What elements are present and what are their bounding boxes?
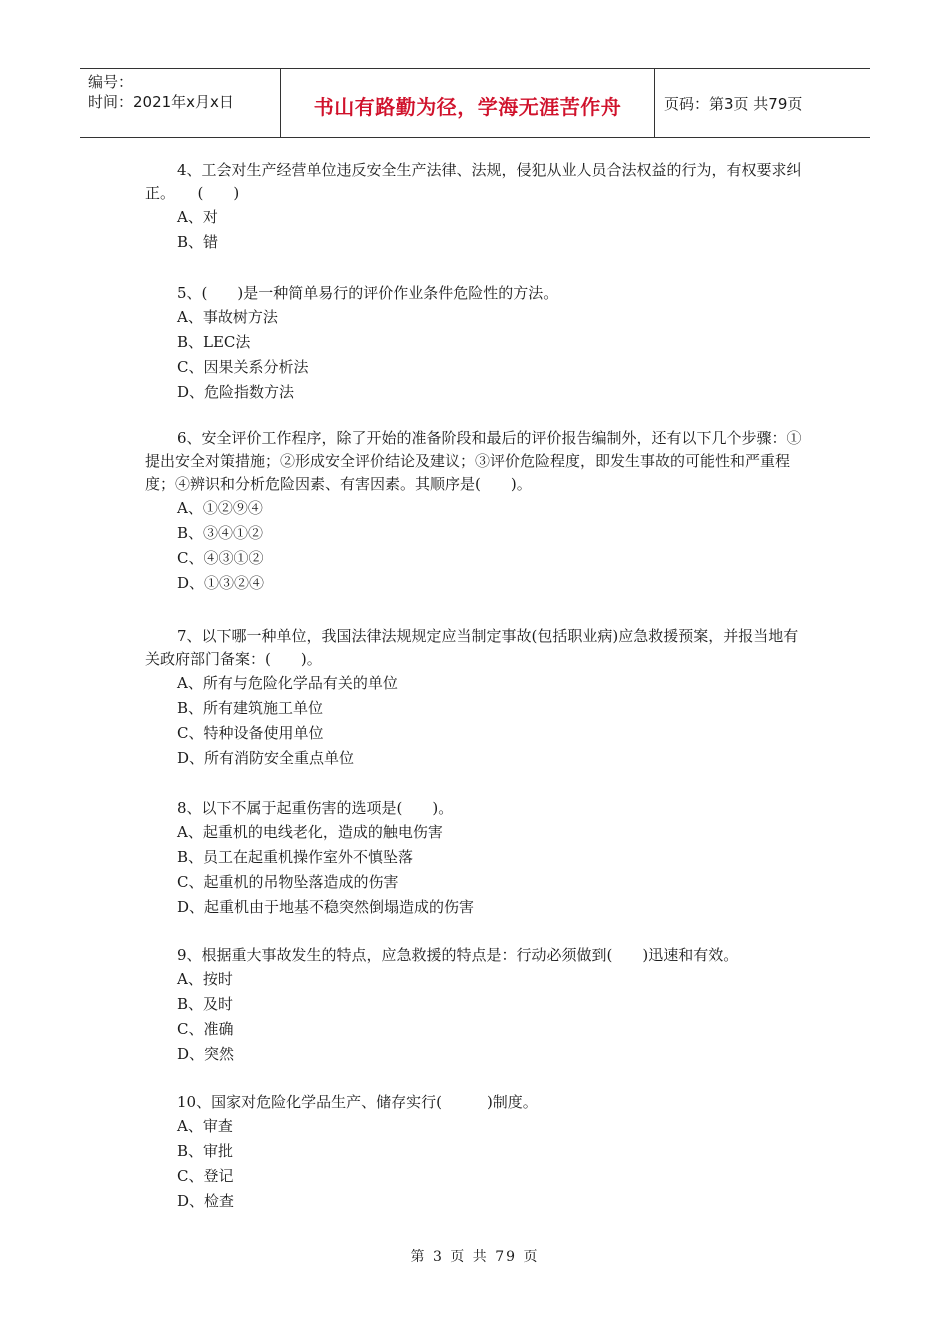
option-a: A、①②⑨④ [177, 499, 263, 517]
question-stem: 6、安全评价工作程序，除了开始的准备阶段和最后的评价报告编制外，还有以下几个步骤：①提出安全对策措施；②形成安全评价结论及建议；③评价危险程度，即发生事故的可能性和严重程度；④辨识和分析危险因素、有害因素。其顺序是( )。 [145, 429, 802, 493]
question-8 [145, 797, 810, 920]
question-5 [145, 282, 810, 405]
option-d: D、所有消防安全重点单位 [177, 749, 355, 767]
question-9 [145, 944, 810, 1067]
question-4 [145, 159, 810, 255]
option-a: A、事故树方法 [177, 308, 278, 326]
question-stem: 8、以下不属于起重伤害的选项是( )。 [177, 799, 454, 817]
question-stem: 4、工会对生产经营单位违反安全生产法律、法规，侵犯从业人员合法权益的行为，有权要求纠正。 ( ) [145, 161, 802, 202]
option-d: D、①③②④ [177, 574, 265, 592]
header-motto-cell [280, 69, 655, 137]
question-7 [145, 625, 810, 771]
page-footer: 第 3 页 共 79 页 [410, 1249, 540, 1265]
option-b: B、错 [177, 233, 219, 251]
page-header [80, 68, 870, 138]
question-6 [145, 427, 810, 596]
option-b: B、员工在起重机操作室外不慎坠落 [177, 848, 414, 866]
question-stem: 5、( )是一种简单易行的评价作业条件危险性的方法。 [177, 284, 559, 302]
question-10 [145, 1091, 810, 1214]
header-page-cell [654, 69, 870, 137]
document-number-label: 编号： [88, 73, 134, 91]
option-d: D、危险指数方法 [177, 383, 295, 401]
option-b: B、审批 [177, 1142, 234, 1160]
option-d: D、检查 [177, 1192, 235, 1210]
option-b: B、及时 [177, 995, 234, 1013]
option-c: C、起重机的吊物坠落造成的伤害 [177, 873, 399, 891]
document-time-label: 时间：2021年x月x日 [88, 93, 234, 111]
option-a: A、审查 [177, 1117, 233, 1135]
header-page-number: 页码：第3页 共79页 [664, 95, 803, 113]
option-c: C、因果关系分析法 [177, 358, 309, 376]
option-d: D、起重机由于地基不稳突然倒塌造成的伤害 [177, 898, 475, 916]
option-a: A、按时 [177, 970, 233, 988]
question-stem: 10、国家对危险化学品生产、储存实行( )制度。 [177, 1093, 538, 1111]
option-b: B、③④①② [177, 524, 264, 542]
option-c: C、特种设备使用单位 [177, 724, 324, 742]
header-motto: 书山有路勤为径，学海无涯苦作舟 [313, 95, 622, 119]
option-c: C、登记 [177, 1167, 234, 1185]
header-info-cell [80, 69, 280, 137]
question-stem: 7、以下哪一种单位，我国法律法规规定应当制定事故(包括职业病)应急救援预案，并报当地有关政府部门备案：( )。 [145, 627, 799, 668]
option-b: B、LEC法 [177, 333, 251, 351]
option-a: A、起重机的电线老化，造成的触电伤害 [177, 823, 443, 841]
option-c: C、准确 [177, 1020, 234, 1038]
option-b: B、所有建筑施工单位 [177, 699, 324, 717]
option-d: D、突然 [177, 1045, 235, 1063]
question-stem: 9、根据重大事故发生的特点，应急救援的特点是：行动必须做到( )迅速和有效。 [177, 946, 739, 964]
option-a: A、对 [177, 208, 218, 226]
option-c: C、④③①② [177, 549, 264, 567]
option-a: A、所有与危险化学品有关的单位 [177, 674, 398, 692]
